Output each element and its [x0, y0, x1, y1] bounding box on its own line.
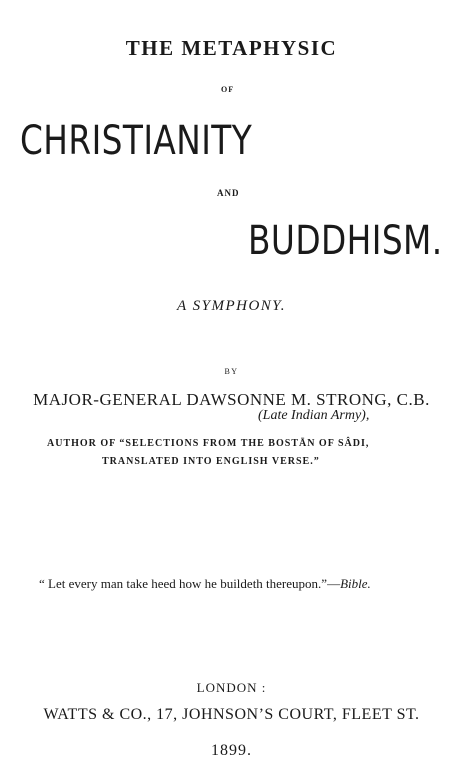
title-buddhism: BUDDHISM.	[248, 218, 443, 264]
title-line-1: THE METAPHYSIC	[125, 36, 338, 60]
author-name: MAJOR-GENERAL DAWSONNE M. STRONG, C.B.	[33, 390, 430, 409]
epigraph-dash: —	[327, 576, 341, 591]
title-and: AND	[217, 188, 240, 198]
by-label: BY	[224, 367, 239, 376]
title-christianity: CHRISTIANITY	[20, 118, 253, 164]
imprint-publisher: WATTS & CO., 17, JOHNSON’S COURT, FLEET ST.	[43, 706, 420, 723]
author-work-line-1: AUTHOR OF “SELECTIONS FROM THE BOSTĀN OF SÂDI,	[47, 438, 370, 449]
epigraph-source: Bible.	[340, 576, 371, 591]
author-rank: (Late Indian Army),	[258, 408, 370, 423]
subtitle: A SYMPHONY.	[176, 298, 287, 314]
imprint-year: 1899.	[211, 742, 252, 759]
epigraph-text: “ Let every man take heed how he buildeth thereupon.”	[39, 576, 328, 591]
author-work-line-2: TRANSLATED INTO ENGLISH VERSE.”	[102, 456, 320, 467]
title-of: OF	[221, 85, 235, 94]
imprint-city: LONDON :	[196, 680, 267, 695]
epigraph	[39, 576, 371, 592]
